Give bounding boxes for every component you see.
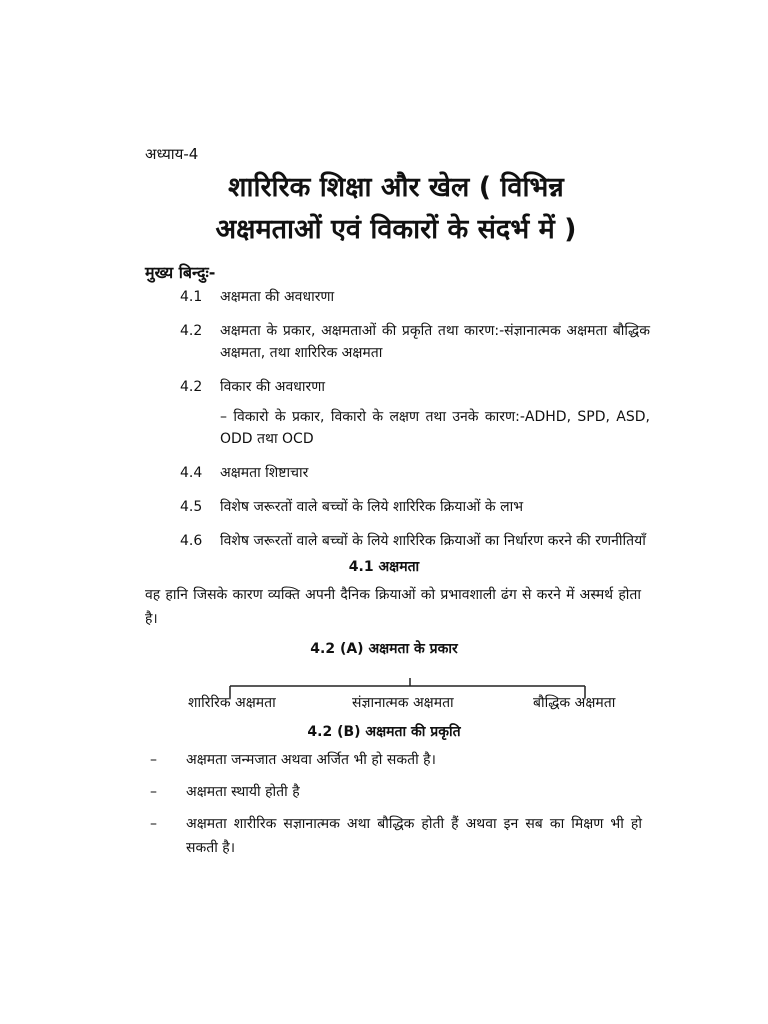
list-item	[150, 812, 642, 860]
main-points-list	[180, 286, 650, 564]
list-item-text: विशेष जरूरतों वाले बच्चों के लिये शारिरिक क्रियाओं के लाभ	[220, 499, 524, 515]
dash-marker: –	[150, 784, 157, 800]
list-item	[180, 496, 650, 518]
list-item-number: 4.1	[180, 289, 203, 305]
nature-bullet-list	[150, 748, 642, 868]
section-4-2b-heading: 4.2 (B) अक्षमता की प्रकृति	[307, 724, 461, 740]
chapter-title-line-2: अक्षमताओं एवं विकारों के संदर्भ में )	[215, 214, 577, 245]
list-item-text: अक्षमता शिष्टाचार	[220, 465, 309, 481]
list-item-number: 4.6	[180, 533, 203, 549]
list-item-text: विकार की अवधारणा	[220, 379, 325, 395]
list-item	[150, 748, 642, 772]
list-item	[180, 462, 650, 484]
list-item-number: 4.4	[180, 465, 203, 481]
list-item	[180, 286, 650, 308]
dash-marker: –	[150, 752, 157, 768]
list-item-number: 4.5	[180, 499, 203, 515]
type-physical-disability: शारिरिक अक्षमता	[188, 695, 276, 711]
section-4-1-heading: 4.1 अक्षमता	[348, 559, 420, 575]
type-cognitive-disability: संज्ञानात्मक अक्षमता	[352, 695, 454, 711]
list-item-text: अक्षमता के प्रकार, अक्षमताओं की प्रकृति तथा कारण:-संज्ञानात्मक अक्षमता बौद्धिक अक्षमता, तथा शारिरिक अक्षमता	[220, 323, 650, 361]
list-item	[180, 320, 650, 364]
list-item-number: 4.2	[180, 323, 203, 339]
list-item-text: अक्षमता जन्मजात अथवा अर्जित भी हो सकती है।	[186, 752, 436, 768]
list-item	[180, 530, 650, 552]
list-item	[180, 376, 650, 398]
type-intellectual-disability: बौद्धिक अक्षमता	[533, 695, 616, 711]
list-item-text: विशेष जरूरतों वाले बच्चों के लिये शारिरिक क्रियाओं का निर्धारण करने की रणनीतियाँ	[220, 533, 646, 549]
list-item-number: 4.2	[180, 379, 203, 395]
list-item-text: अक्षमता की अवधारणा	[220, 289, 335, 305]
dash-marker: –	[150, 816, 157, 832]
list-item-text: अक्षमता स्थायी होती है	[186, 784, 300, 800]
chapter-title-line-1: शारिरिक शिक्षा और खेल ( विभिन्न	[228, 172, 564, 203]
main-points-heading: मुख्य बिन्दुः-	[145, 263, 216, 282]
list-item	[150, 780, 642, 804]
list-sub-item: – विकारो के प्रकार, विकारो के लक्षण तथा उनके कारण:-ADHD, SPD, ASD, ODD तथा OCD	[220, 409, 650, 447]
chapter-label: अध्याय-4	[145, 145, 199, 163]
list-item-text: अक्षमता शारीरिक सज्ञानात्मक अथा बौद्धिक होती हैं अथवा इन सब का मिक्षण भी हो सकती है।	[186, 816, 642, 856]
section-4-1-definition: वह हानि जिसके कारण व्यक्ति अपनी दैनिक क्रियाओं को प्रभावशाली ढंग से करने में अस्मर्थ होता है।	[145, 587, 641, 627]
section-4-2a-heading: 4.2 (A) अक्षमता के प्रकार	[310, 641, 458, 657]
